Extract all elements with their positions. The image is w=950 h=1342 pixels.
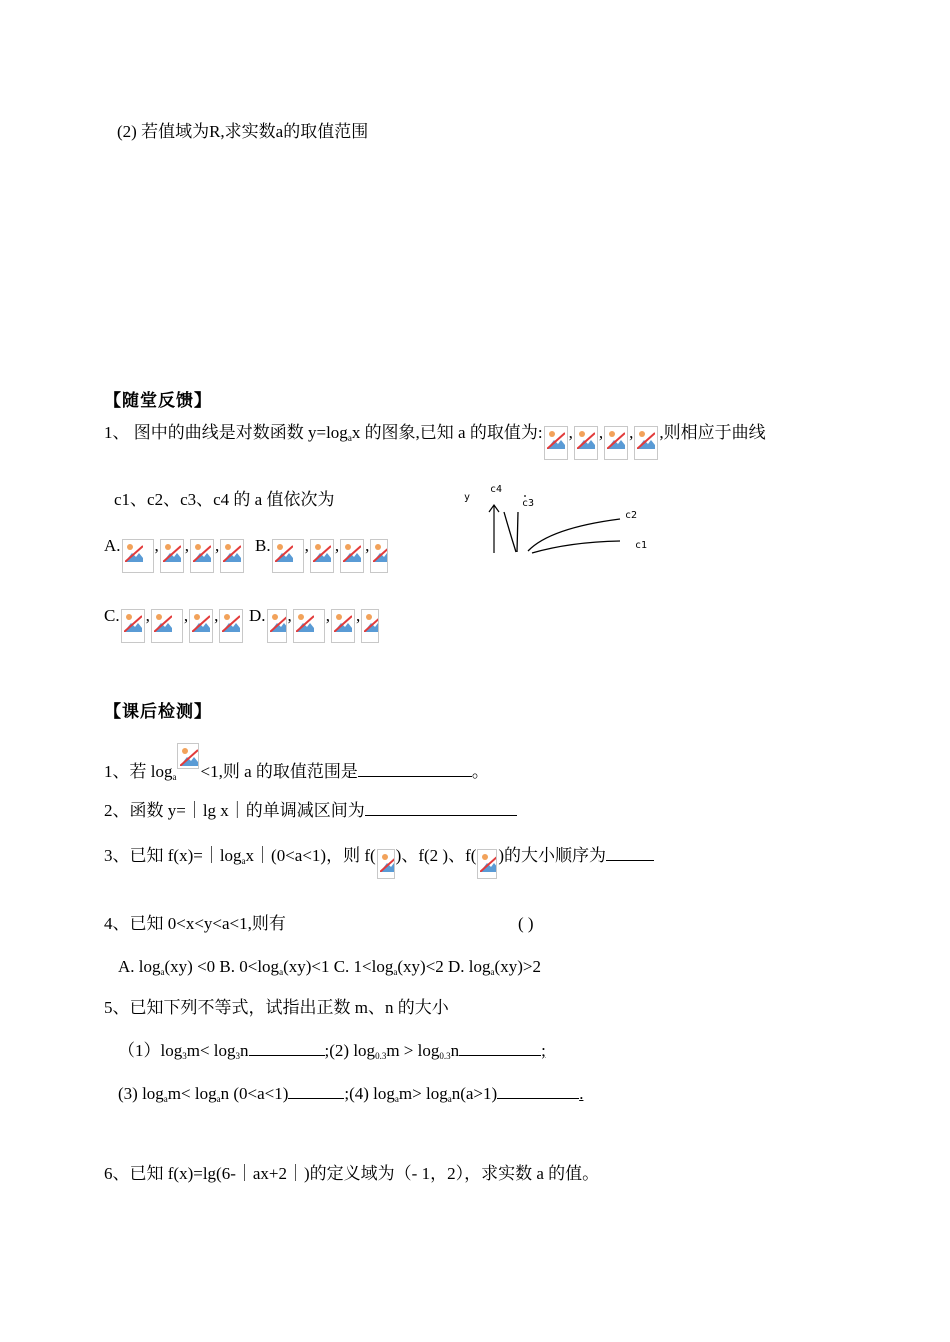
problem-5: 5、已知下列不等式，试指出正数 m、n 的大小 [104,998,449,1017]
answer-blank[interactable] [606,846,654,861]
figure-label-c3: c3 [522,498,535,509]
formula-image-icon [160,539,184,573]
option-b: B. , , , [255,536,389,573]
answer-parentheses[interactable]: ( ) [518,914,534,933]
option-c: C. , , , [104,606,244,643]
feedback-q1-line2: c1、c2、c3、c4 的 a 值依次为 [114,490,335,509]
formula-image-icon [574,426,598,460]
problem-6: 6、已知 f(x)=lg(6-｜ax+2｜)的定义域为（- 1，2），求实数 a 的值。 [104,1164,600,1183]
figure-label-y: y [464,492,471,503]
problem-2: 2、函数 y=｜lg x｜的单调减区间为 [104,801,517,821]
problem-4-options: A. $\log_a(xy) <0$ B. $0<\log_a(xy)<1$ C. $1<\log_a(xy)<2$ D. $\log_a(xy)>2$ [118,957,541,977]
problem-3: 3、已知 $f(x)=|\log_ax|(0<a<1)$，则 f( )、f(2 )、f( )的大小顺序为 [104,846,654,879]
answer-blank[interactable] [365,801,517,816]
formula-image-icon [122,539,154,573]
figure-label-c4: c4 [490,484,503,495]
problem-5-part-1-2: $(1)\log_3m< \log_3n$ ;(2) $\log_{0.3}m > \log_{0.3}n$ ; [118,1041,546,1061]
curve-c1 [532,541,620,553]
formula-image-icon [377,849,395,879]
formula-image-icon [340,539,364,573]
formula-image-icon [190,539,214,573]
formula-image-icon [477,849,497,879]
formula-image-icon [293,609,325,643]
formula-image-icon [634,426,658,460]
formula-image-icon [604,426,628,460]
formula-image-icon [189,609,213,643]
formula-image-icon [220,539,244,573]
answer-blank[interactable] [497,1084,579,1099]
answer-blank[interactable] [358,762,472,777]
problem-4: 4、已知 0<x<y<a<1,则有 [104,914,286,933]
formula-image-icon [151,609,183,643]
formula-image-icon [177,743,199,769]
answer-blank[interactable] [249,1041,325,1056]
problem-1: 1、若 $\log_a$ <1,则 a 的取值范围是 。 [104,743,489,787]
log-curves-figure [460,478,660,573]
question-part-2: (2) 若值域为R,求实数a的取值范围 [117,122,369,141]
option-d: D. , , , [249,606,380,643]
option-a: A. , , , [104,536,245,573]
section-title-feedback: 【随堂反馈】 [104,391,212,410]
formula-image-icon [370,539,388,573]
formula-image-icon [310,539,334,573]
answer-blank[interactable] [288,1084,344,1099]
curve-c4 [504,512,516,552]
formula-image-icon [267,609,287,643]
problem-5-part-3-4: (3) $\log_am< \log_an$ (0<a<1) ;(4) $\log_am> \log_an(a>1)$ . [118,1084,584,1104]
curve-c3 [517,512,518,552]
feedback-q1-line1: 1、 图中的曲线是对数函数 $y=\log_ax$ 的图象,已知 a 的取值为: , , , ,则相应于曲线 [104,423,766,460]
formula-image-icon [331,609,355,643]
figure-label-c2: c2 [625,510,638,521]
formula-image-icon [219,609,243,643]
curve-c2 [528,519,620,551]
formula-image-icon [121,609,145,643]
formula-image-icon [272,539,304,573]
answer-blank[interactable] [459,1041,541,1056]
figure-label-c1: c1 [635,540,648,551]
dot-mark [524,495,526,497]
formula-image-icon [361,609,379,643]
formula-image-icon [544,426,568,460]
section-title-homework: 【课后检测】 [104,702,212,721]
